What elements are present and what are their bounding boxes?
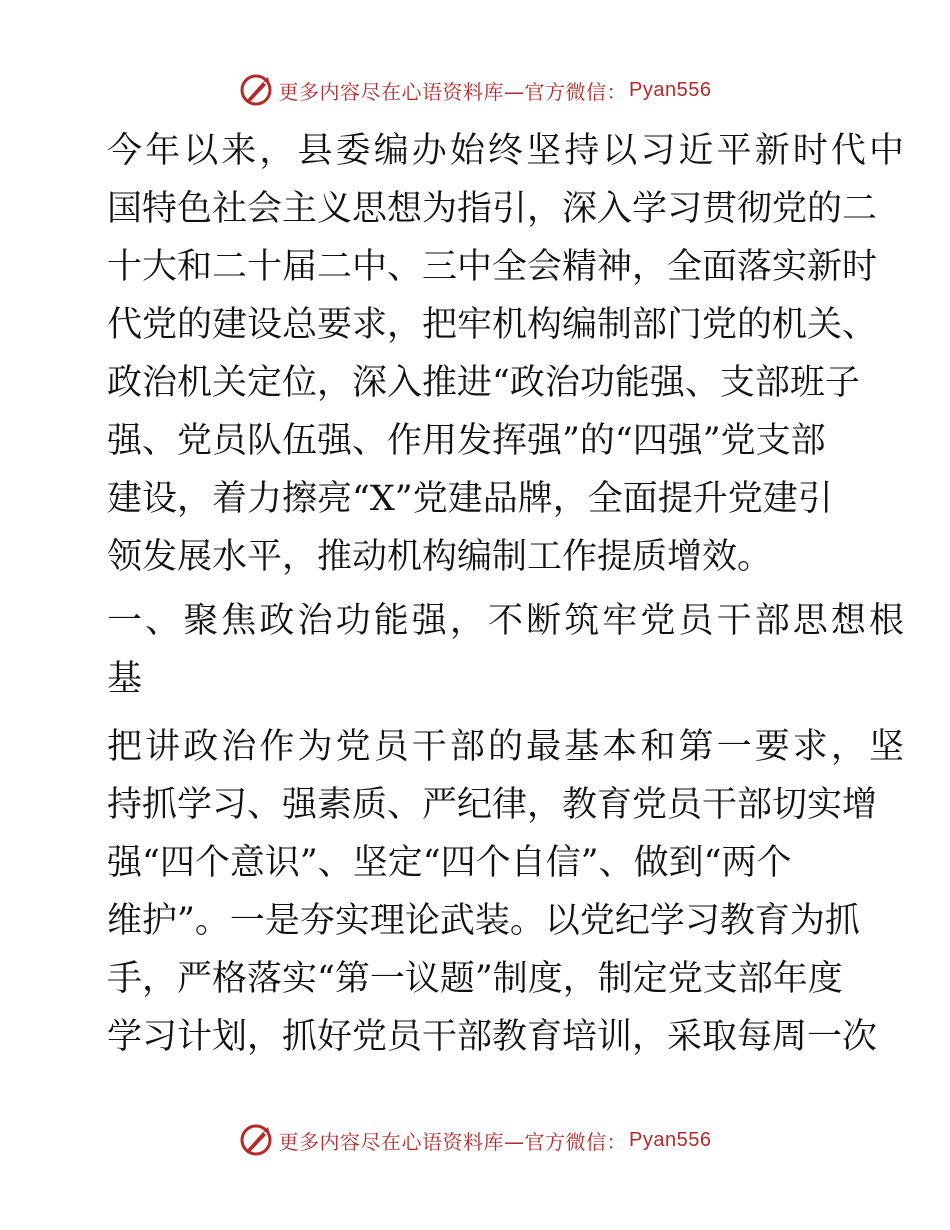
watermark-wechat-id: Pyan556 xyxy=(629,1128,712,1151)
text-line: 建设，着力擦亮“X”党建品牌，全面提升党建引 xyxy=(107,479,833,519)
watermark-wechat-id: Pyan556 xyxy=(629,78,712,101)
text-line: 手，严格落实“第一议题”制度，制定党支部年度 xyxy=(107,959,843,999)
heading-line: 一、聚焦政治功能强，不断筑牢党员干部思想根 xyxy=(107,601,908,641)
watermark-text: 更多内容尽在心语资料库—官方微信： xyxy=(278,1129,628,1154)
text-line: 政治机关定位，深入推进“政治功能强、支部班子 xyxy=(107,363,860,403)
watermark-header xyxy=(0,70,950,110)
body-paragraph xyxy=(97,718,908,1066)
text-line: 代党的建设总要求，把牢机构编制部门党的机关、 xyxy=(107,305,878,345)
watermark-footer xyxy=(0,1120,950,1160)
intro-paragraph xyxy=(97,122,908,586)
text-line: 十大和二十届二中、三中全会精神，全面落实新时 xyxy=(107,247,878,287)
watermark-text: 更多内容尽在心语资料库—官方微信： xyxy=(278,79,628,104)
text-line: 领发展水平，推动机构编制工作提质增效。 xyxy=(107,537,773,577)
quill-logo-icon xyxy=(239,1123,273,1157)
text-line: 今年以来，县委编办始终坚持以习近平新时代中 xyxy=(107,131,908,171)
heading-line: 基 xyxy=(107,659,143,699)
text-line: 强“四个意识”、坚定“四个自信”、做到“两个 xyxy=(107,843,792,883)
document-body xyxy=(97,122,908,1072)
text-line: 持抓学习、强素质、严纪律，教育党员干部切实增 xyxy=(107,785,878,825)
text-line: 维护”。一是夯实理论武装。以党纪学习教育为抓 xyxy=(107,901,860,941)
section-heading xyxy=(97,592,908,708)
text-line: 强、党员队伍强、作用发挥强”的“四强”党支部 xyxy=(107,421,826,461)
text-line: 国特色社会主义思想为指引，深入学习贯彻党的二 xyxy=(107,189,878,229)
quill-logo-icon xyxy=(239,73,273,107)
text-line: 学习计划，抓好党员干部教育培训，采取每周一次 xyxy=(107,1017,878,1057)
text-line: 把讲政治作为党员干部的最基本和第一要求，坚 xyxy=(107,727,908,767)
